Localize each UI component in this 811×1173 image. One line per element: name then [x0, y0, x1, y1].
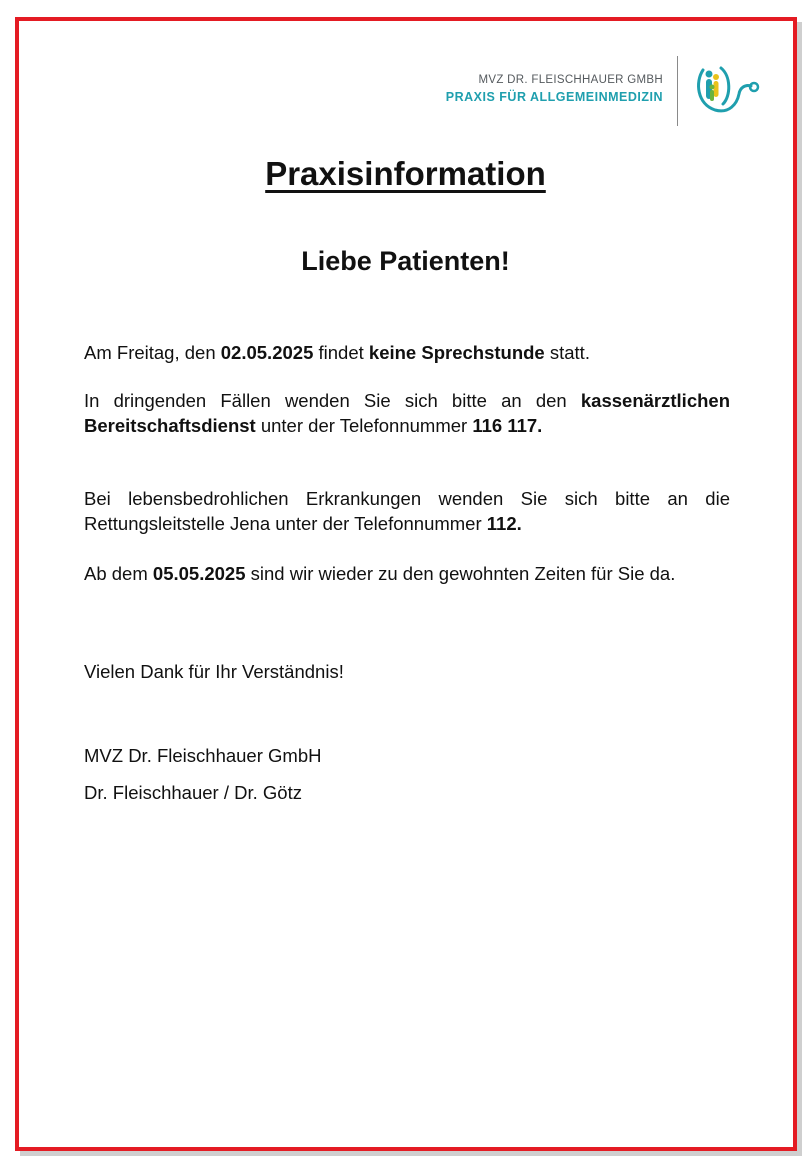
closure-date: 02.05.2025: [220, 342, 314, 363]
company-name: MVZ DR. FLEISCHHAUER GMBH: [478, 74, 663, 86]
letterhead-divider: [677, 56, 678, 126]
page-title: Praxisinformation: [265, 155, 546, 192]
letterhead-text: [446, 72, 663, 106]
greeting: Liebe Patienten!: [301, 246, 510, 276]
no-office-hours: keine Sprechstunde: [368, 342, 545, 363]
paragraph-rescue-service: Bei lebensbedrohlichen Erkrankungen wenden Sie sich bitte an die Rettungsleitstelle Jena unter der Telefonnummer 112.: [84, 488, 730, 534]
emergency-service-name: kassenärztlichen Bereitschaftsdienst: [84, 390, 730, 436]
letterhead: [415, 50, 765, 130]
practice-name: PRAXIS FÜR ALLGEMEINMEDIZIN: [445, 90, 663, 104]
reopening-date: 05.05.2025: [152, 563, 246, 584]
paragraph-closure: Am Freitag, den 02.05.2025 findet keine Sprechstunde statt.: [84, 342, 590, 363]
signature-company: MVZ Dr. Fleischhauer GmbH: [84, 745, 322, 766]
emergency-service-phone: 116 117.: [472, 415, 543, 436]
thanks-line: Vielen Dank für Ihr Verständnis!: [84, 661, 344, 682]
paragraph-reopening: Ab dem 05.05.2025 sind wir wieder zu den gewohnten Zeiten für Sie da.: [84, 563, 676, 584]
paragraph-emergency-service: In dringenden Fällen wenden Sie sich bitte an den kassenärztlichen Bereitschaftsdienst unter der Telefonnummer 116 117.: [84, 390, 730, 436]
signature-doctors: Dr. Fleischhauer / Dr. Götz: [84, 782, 302, 803]
rescue-phone: 112.: [486, 513, 522, 534]
stethoscope-family-logo-icon: [691, 60, 761, 120]
